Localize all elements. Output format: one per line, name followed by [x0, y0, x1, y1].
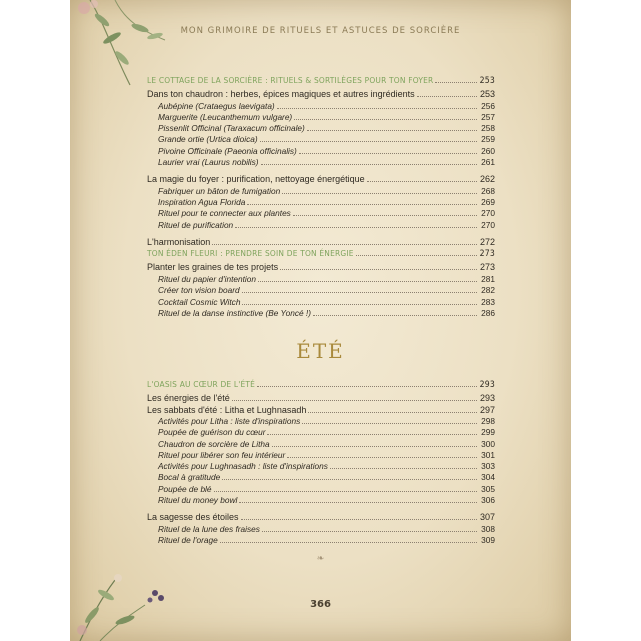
- toc-sub-entry[interactable]: [147, 186, 495, 197]
- table-of-contents-part2: [147, 379, 495, 546]
- dot-leader: [222, 479, 477, 480]
- toc-entry-title: Rituel de l'orage: [158, 535, 218, 546]
- toc-sub-entry[interactable]: [147, 416, 495, 427]
- dot-leader: [258, 281, 477, 282]
- toc-section-heading[interactable]: [147, 248, 495, 262]
- toc-entry-title: Aubépine (Crataegus laevigata): [158, 100, 275, 111]
- toc-page-number: 273: [479, 262, 495, 273]
- toc-page-number: 297: [479, 404, 495, 415]
- toc-page-number: 306: [481, 495, 495, 506]
- toc-entry-title: Inspiration Agua Florida: [158, 197, 246, 208]
- toc-entry-title: Planter les graines de tes projets: [147, 262, 279, 273]
- toc-page-number: 261: [481, 156, 495, 167]
- dot-leader: [241, 519, 477, 520]
- toc-entry-title: TON ÉDEN FLEURI : PRENDRE SOIN DE TON ÉNERGIE: [147, 248, 354, 259]
- dot-leader: [302, 423, 477, 424]
- dot-leader: [356, 255, 477, 256]
- ornament-icon: ❧: [316, 553, 325, 563]
- toc-sub-entry[interactable]: [147, 197, 495, 208]
- toc-chapter-entry[interactable]: [147, 393, 495, 405]
- toc-entry-title: Rituel de la lune des fraises: [158, 523, 260, 534]
- dot-leader: [313, 315, 477, 316]
- toc-page-number: 262: [479, 174, 495, 185]
- dot-leader: [247, 204, 477, 205]
- toc-sub-entry[interactable]: [147, 297, 495, 308]
- toc-entry-title: Grande ortie (Urtica dioica): [158, 134, 258, 145]
- toc-sub-entry[interactable]: [147, 535, 495, 546]
- dot-leader: [299, 153, 477, 154]
- dot-leader: [308, 412, 477, 413]
- dot-leader: [293, 215, 477, 216]
- toc-page-number: 257: [481, 111, 495, 122]
- toc-sub-entry[interactable]: [147, 220, 495, 231]
- toc-page-number: 268: [481, 185, 495, 196]
- book-page: [70, 0, 571, 641]
- toc-entry-title: LE COTTAGE DE LA SORCIÈRE : RITUELS & SORTILÈGES POUR TON FOYER: [147, 75, 434, 85]
- dot-leader: [260, 141, 477, 142]
- toc-entry-title: La magie du foyer : purification, nettoyage énergétique: [147, 174, 365, 185]
- toc-sub-entry[interactable]: [147, 308, 495, 319]
- toc-page-number: 309: [481, 535, 495, 546]
- toc-sub-entry[interactable]: [147, 123, 495, 134]
- toc-chapter-entry[interactable]: [147, 262, 495, 274]
- toc-entry-title: Activités pour Litha : liste d'inspirations: [158, 416, 301, 426]
- toc-page-number: 273: [479, 249, 495, 260]
- toc-sub-entry[interactable]: [147, 112, 495, 123]
- toc-sub-entry[interactable]: [147, 524, 495, 535]
- toc-chapter-entry[interactable]: [147, 512, 495, 524]
- toc-entry-title: Marguerite (Leucanthemum vulgare): [158, 111, 293, 122]
- toc-entry-title: Rituel de la danse instinctive (Be Yoncé !): [158, 307, 311, 318]
- toc-entry-title: Les énergies de l'été: [147, 393, 230, 403]
- toc-section-heading[interactable]: [147, 75, 495, 89]
- toc-sub-entry[interactable]: [147, 427, 495, 438]
- dot-leader: [267, 434, 477, 435]
- toc-page-number: 307: [479, 512, 495, 523]
- toc-sub-entry[interactable]: [147, 208, 495, 219]
- toc-page-number: 282: [481, 285, 495, 296]
- toc-page-number: 286: [481, 307, 495, 318]
- dot-leader: [232, 400, 477, 401]
- toc-page-number: 301: [481, 449, 495, 460]
- dot-leader: [435, 82, 477, 83]
- dot-leader: [257, 386, 477, 387]
- toc-entry-title: Pivoine Officinale (Paeonia officinalis): [158, 145, 297, 156]
- toc-page-number: 256: [481, 100, 495, 111]
- toc-page-number: 303: [481, 461, 495, 472]
- toc-entry-title: Poupée de guérison du cœur: [158, 427, 266, 438]
- toc-page-number: 308: [481, 523, 495, 534]
- toc-chapter-entry[interactable]: [147, 174, 495, 186]
- toc-page-number: 299: [481, 427, 495, 438]
- dot-leader: [282, 193, 477, 194]
- dot-leader: [212, 244, 477, 245]
- toc-section-heading[interactable]: [147, 379, 495, 393]
- toc-sub-entry[interactable]: [147, 285, 495, 296]
- dot-leader: [261, 164, 477, 165]
- toc-page-number: 272: [479, 236, 495, 247]
- toc-page-number: 300: [481, 438, 495, 449]
- toc-entry-title: Dans ton chaudron : herbes, épices magiques et autres ingrédients: [147, 89, 415, 99]
- toc-entry-title: Poupée de blé: [158, 483, 212, 494]
- toc-entry-title: L'harmonisation: [147, 236, 211, 247]
- toc-sub-entry[interactable]: [147, 450, 495, 461]
- dot-leader: [235, 227, 477, 228]
- toc-entry-title: Fabriquer un bâton de fumigation: [158, 185, 281, 196]
- toc-entry-title: Chaudron de sorcière de Litha: [158, 438, 270, 449]
- dot-leader: [280, 269, 477, 270]
- toc-page-number: 305: [481, 483, 495, 494]
- dot-leader: [239, 502, 477, 503]
- table-of-contents-part1: [147, 75, 495, 319]
- toc-entry-title: Pissenlit Officinal (Taraxacum officinale): [158, 123, 305, 134]
- toc-page-number: 270: [481, 219, 495, 230]
- toc-page-number: 293: [479, 380, 495, 390]
- toc-entry-title: Rituel pour libérer son feu intérieur: [158, 449, 286, 460]
- dot-leader: [417, 96, 477, 97]
- toc-page-number: 270: [481, 208, 495, 219]
- toc-entry-title: Les sabbats d'été : Litha et Lughnasadh: [147, 404, 307, 415]
- toc-sub-entry[interactable]: [147, 134, 495, 145]
- toc-page-number: 253: [479, 89, 495, 99]
- toc-entry-title: Créer ton vision board: [158, 285, 240, 296]
- toc-entry-title: Rituel pour te connecter aux plantes: [158, 208, 291, 219]
- page-number: 366: [310, 599, 331, 610]
- toc-page-number: 260: [481, 145, 495, 156]
- dot-leader: [287, 457, 477, 458]
- toc-page-number: 293: [479, 393, 495, 403]
- toc-entry-title: Bocal à gratitude: [158, 472, 221, 483]
- toc-page-number: 283: [481, 296, 495, 307]
- toc-sub-entry[interactable]: [147, 461, 495, 472]
- toc-page-number: 259: [481, 134, 495, 145]
- running-header: MON GRIMOIRE DE RITUELS ET ASTUCES DE SORCIÈRE: [180, 26, 461, 36]
- toc-page-number: 253: [479, 76, 495, 86]
- toc-sub-entry[interactable]: [147, 495, 495, 506]
- toc-sub-entry[interactable]: [147, 472, 495, 483]
- toc-entry-title: L'OASIS AU CŒUR DE L'ÉTÉ: [147, 379, 256, 389]
- toc-sub-entry[interactable]: [147, 146, 495, 157]
- dot-leader: [272, 446, 477, 447]
- toc-page-number: 269: [481, 197, 495, 208]
- toc-page-number: 298: [481, 416, 495, 426]
- toc-page-number: 281: [481, 273, 495, 284]
- dot-leader: [214, 491, 477, 492]
- toc-entry-title: Cocktail Cosmic Witch: [158, 296, 241, 307]
- toc-sub-entry[interactable]: [147, 157, 495, 168]
- toc-sub-entry[interactable]: [147, 484, 495, 495]
- season-title: ÉTÉ: [296, 339, 345, 363]
- dot-leader: [242, 304, 477, 305]
- toc-page-number: 258: [481, 123, 495, 134]
- toc-chapter-entry[interactable]: [147, 237, 495, 249]
- toc-sub-entry[interactable]: [147, 101, 495, 112]
- dot-leader: [242, 292, 477, 293]
- dot-leader: [277, 108, 477, 109]
- toc-entry-title: Activités pour Lughnasadh : liste d'inspirations: [158, 461, 328, 472]
- toc-entry-title: Rituel de purification: [158, 219, 234, 230]
- toc-entry-title: La sagesse des étoiles: [147, 512, 239, 523]
- dot-leader: [294, 119, 477, 120]
- dot-leader: [220, 542, 477, 543]
- dot-leader: [367, 181, 477, 182]
- toc-page-number: 304: [481, 472, 495, 483]
- toc-entry-title: Laurier vrai (Laurus nobilis): [158, 156, 259, 167]
- dot-leader: [262, 531, 477, 532]
- toc-entry-title: Rituel du papier d'intention: [158, 273, 256, 284]
- dot-leader: [330, 468, 477, 469]
- toc-chapter-entry[interactable]: [147, 89, 495, 101]
- toc-sub-entry[interactable]: [147, 274, 495, 285]
- toc-sub-entry[interactable]: [147, 439, 495, 450]
- dot-leader: [307, 130, 477, 131]
- toc-entry-title: Rituel du money bowl: [158, 495, 238, 506]
- toc-chapter-entry[interactable]: [147, 405, 495, 417]
